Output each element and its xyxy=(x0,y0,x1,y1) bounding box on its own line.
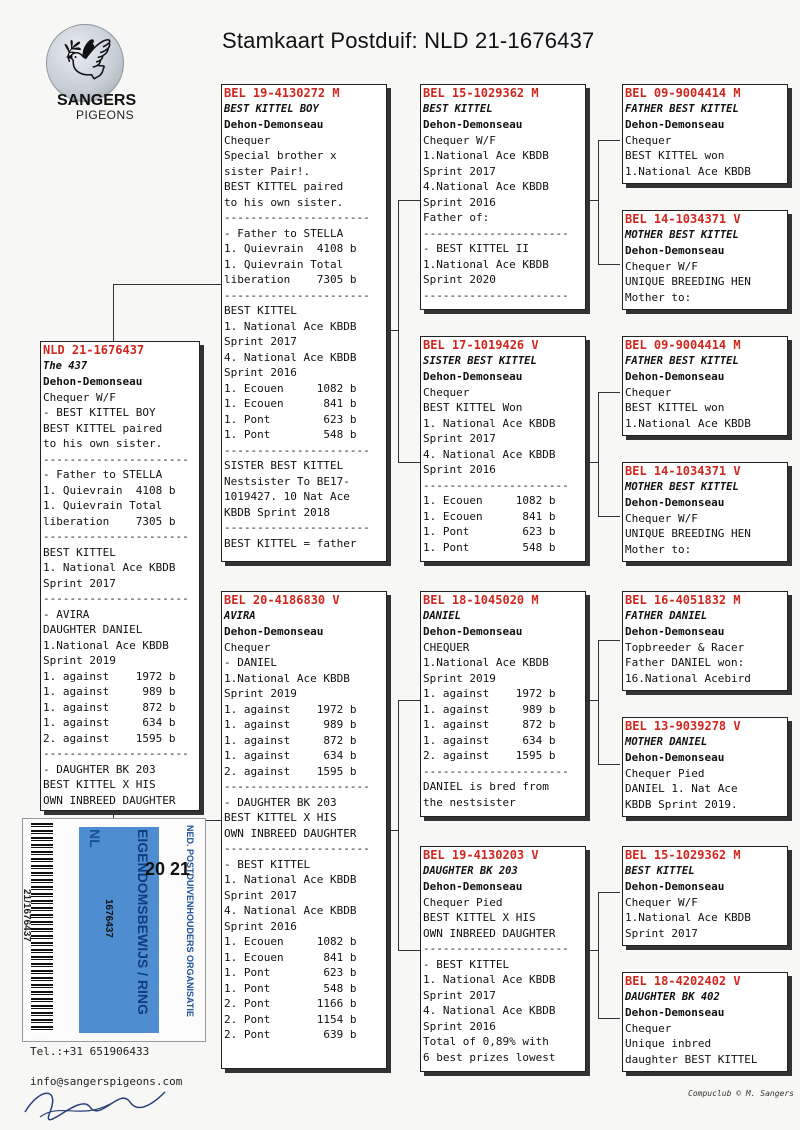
breeder-name: Dehon-Demonseau xyxy=(423,625,523,638)
info-line: 1. against 634 b xyxy=(224,749,357,762)
info-line: - Father to STELLA xyxy=(224,226,344,240)
info-line: 1. Pont 548 b xyxy=(423,540,556,554)
info-line: 2. Pont 1166 b xyxy=(224,997,357,1010)
info-line: - BEST KITTEL II xyxy=(423,242,529,255)
breeder-name: Dehon-Demonseau xyxy=(423,118,523,131)
info-line: liberation 7305 b xyxy=(43,514,176,528)
dam-dam-dam-card xyxy=(622,972,788,1072)
ring-number: BEL 13-9039278 V xyxy=(625,719,741,733)
dam-dam-card xyxy=(420,846,586,1072)
info-line: UNIQUE BREEDING HEN xyxy=(625,275,751,288)
pigeon-name: BEST KITTEL BOY xyxy=(224,102,319,115)
pigeon-name: FATHER DANIEL xyxy=(625,609,708,622)
info-line: - BEST KITTEL BOY xyxy=(43,406,156,419)
sire-dam-dam-card xyxy=(622,462,788,562)
ring-number: BEL 17-1019426 V xyxy=(423,338,539,352)
info-line: Chequer xyxy=(625,1021,672,1035)
info-line: the nestsister xyxy=(423,795,516,809)
ring-number: BEL 09-9004414 M xyxy=(625,338,741,352)
pigeon-name: FATHER BEST KITTEL xyxy=(625,102,739,115)
info-line: 1.National Ace KBDB xyxy=(224,671,350,685)
info-line: Sprint 2019 xyxy=(43,654,116,667)
info-line: Chequer W/F xyxy=(423,133,496,147)
ring-number: BEL 20-4186830 V xyxy=(224,593,340,607)
dam-card xyxy=(221,591,387,1069)
info-line: 4. National Ace KBDB xyxy=(423,447,556,461)
pigeon-name: FATHER BEST KITTEL xyxy=(625,354,739,367)
pigeon-name: DAUGHTER BK 203 xyxy=(423,864,518,877)
info-line: 1. against 872 b xyxy=(224,733,357,747)
signature xyxy=(20,1082,170,1122)
dam-sire-dam-card xyxy=(622,717,788,817)
info-line: ---------------------- xyxy=(43,452,189,466)
breeder-name: Dehon-Demonseau xyxy=(224,118,324,131)
ring-number: NLD 21-1676437 xyxy=(43,343,145,357)
ring-card-country: NL xyxy=(87,829,103,848)
info-line: - DANIEL xyxy=(224,656,277,669)
info-line: 2. against 1595 b xyxy=(423,749,556,762)
info-line: KBDB Sprint 2019. xyxy=(625,797,738,811)
info-line: Chequer xyxy=(423,385,470,399)
info-line: BEST KITTEL won xyxy=(625,401,725,414)
info-line: ---------------------- xyxy=(423,226,569,240)
info-line: 1. Quievrain 4108 b xyxy=(224,242,357,255)
info-line: BEST KITTEL X HIS xyxy=(43,778,156,791)
pigeon-name: AVIRA xyxy=(224,609,256,622)
breeder-name: Dehon-Demonseau xyxy=(625,496,725,509)
pigeon-name: BEST KITTEL xyxy=(625,864,695,877)
info-line: Nestsister To BE17- xyxy=(224,474,350,488)
info-line: 1. Ecouen 841 b xyxy=(224,950,357,964)
ring-number: BEL 15-1029362 M xyxy=(423,86,539,100)
breeder-name: Dehon-Demonseau xyxy=(625,880,725,893)
info-line: 1.National Ace KBDB xyxy=(423,149,549,162)
info-line: BEST KITTEL xyxy=(224,304,297,317)
info-line: Chequer Pied xyxy=(423,895,503,909)
info-line: 4. National Ace KBDB xyxy=(423,1004,556,1017)
info-line: daughter BEST KITTEL xyxy=(625,1052,758,1066)
info-line: 1. Pont 623 b xyxy=(423,525,556,538)
info-line: 1. Quievrain Total xyxy=(43,499,163,512)
ring-number: BEL 09-9004414 M xyxy=(625,86,741,100)
info-line: ---------------------- xyxy=(423,288,569,302)
info-line: 1. against 989 b xyxy=(43,685,176,698)
pigeon-name: DAUGHTER BK 402 xyxy=(625,990,720,1003)
info-line: Special brother x xyxy=(224,149,337,162)
info-line: 1. Pont 623 b xyxy=(224,966,357,979)
ring-card-number: 1676437 xyxy=(103,899,114,938)
dam-sire-sire-card xyxy=(622,591,788,691)
info-line: 2. against 1595 b xyxy=(224,764,357,778)
pigeon-name: SISTER BEST KITTEL xyxy=(423,354,537,367)
breeder-name: Dehon-Demonseau xyxy=(625,1006,725,1019)
info-line: 2. against 1595 b xyxy=(43,731,176,745)
ring-number: BEL 14-1034371 V xyxy=(625,464,741,478)
info-line: Sprint 2016 xyxy=(224,366,297,379)
info-line: ---------------------- xyxy=(423,764,569,778)
info-line: 1.National Ace KBDB xyxy=(625,416,751,430)
info-line: BEST KITTEL paired xyxy=(43,421,163,435)
info-line: 1. Quievrain 4108 b xyxy=(43,483,176,497)
info-line: OWN INBREED DAUGHTER xyxy=(224,826,357,840)
info-line: 1. Ecouen 841 b xyxy=(224,397,357,410)
info-line: BEST KITTEL won xyxy=(625,149,725,162)
info-line: Sprint 2017 xyxy=(43,576,116,590)
breeder-name: Dehon-Demonseau xyxy=(625,625,725,638)
breeder-name: Dehon-Demonseau xyxy=(625,118,725,131)
info-line: Sprint 2017 xyxy=(224,335,297,348)
info-line: OWN INBREED DAUGHTER xyxy=(43,793,176,807)
info-line: 1.National Ace KBDB xyxy=(625,911,751,924)
info-line: Mother to: xyxy=(625,290,692,304)
sire-sire-dam-card xyxy=(622,210,788,310)
info-line: to his own sister. xyxy=(43,437,163,450)
info-line: 1. against 989 b xyxy=(224,718,357,731)
ring-card-org: NED. POSTDUIVENHOUDERS ORGANISATIE xyxy=(185,825,195,1017)
info-line: Sprint 2016 xyxy=(224,919,297,933)
sire-dam-card xyxy=(420,336,586,562)
info-line: ---------------------- xyxy=(224,288,370,302)
info-line: Sprint 2017 xyxy=(224,888,297,902)
logo-sub: PIGEONS xyxy=(76,108,135,122)
info-line: BEST KITTEL = father xyxy=(224,536,357,550)
info-line: BEST KITTEL xyxy=(43,545,116,559)
pigeon-name: The 437 xyxy=(43,359,88,372)
info-line: 1. against 872 b xyxy=(423,718,556,731)
info-line: Topbreeder & Racer xyxy=(625,640,745,654)
footer-credit: Compuclub © M. Sangers xyxy=(688,1089,794,1098)
pigeon-name: DANIEL xyxy=(423,609,461,622)
info-line: - AVIRA xyxy=(43,607,90,621)
breeder-name: Dehon-Demonseau xyxy=(423,880,523,893)
info-line: 1. Ecouen 1082 b xyxy=(423,494,556,507)
info-line: to his own sister. xyxy=(224,195,344,209)
info-line: 2. Pont 639 b xyxy=(224,1028,357,1041)
ring-number: BEL 19-4130203 V xyxy=(423,848,539,862)
info-line: 1. National Ace KBDB xyxy=(224,319,357,333)
subject-card xyxy=(40,341,200,811)
info-line: DANIEL is bred from xyxy=(423,780,549,793)
info-line: Sprint 2017 xyxy=(423,432,496,445)
info-line: 1. against 1972 b xyxy=(423,687,556,700)
info-line: 1. National Ace KBDB xyxy=(43,561,176,574)
info-line: UNIQUE BREEDING HEN xyxy=(625,527,751,540)
info-line: Chequer xyxy=(625,133,672,147)
info-line: Sprint 2016 xyxy=(423,1019,496,1033)
barcode xyxy=(31,823,53,1033)
info-line: - Father to STELLA xyxy=(43,468,163,481)
ring-number: BEL 16-4051832 M xyxy=(625,593,741,607)
sangers-logo xyxy=(40,24,150,124)
info-line: Sprint 2019 xyxy=(423,671,496,685)
info-line: Chequer xyxy=(224,133,271,147)
dam-dam-sire-card xyxy=(622,846,788,946)
info-line: Father of: xyxy=(423,211,490,224)
page-title: Stamkaart Postduif: NLD 21-1676437 xyxy=(222,28,595,53)
info-line: OWN INBREED DAUGHTER xyxy=(423,926,556,940)
info-line: ---------------------- xyxy=(224,521,370,534)
info-line: 1.National Ace KBDB xyxy=(625,164,751,178)
info-line: 1. Ecouen 1082 b xyxy=(224,935,357,948)
info-line: - BEST KITTEL xyxy=(423,957,510,971)
info-line: ---------------------- xyxy=(423,478,569,492)
info-line: 1. against 872 b xyxy=(43,700,176,714)
contact-phone: Tel.:+31 651906433 xyxy=(30,1045,150,1058)
info-line: 4. National Ace KBDB xyxy=(224,350,357,364)
info-line: 1. Quievrain Total xyxy=(224,257,344,271)
info-line: Chequer W/F xyxy=(625,895,698,909)
ring-card-year: 20 21 xyxy=(145,859,191,879)
contact-email: info@sangerspigeons.com xyxy=(30,1075,183,1088)
info-line: Sprint 2019 xyxy=(224,687,297,700)
info-line: BEST KITTEL X HIS xyxy=(224,811,337,824)
info-line: Sprint 2017 xyxy=(423,164,496,178)
info-line: DANIEL 1. Nat Ace xyxy=(625,782,738,795)
info-line: 1. Pont 548 b xyxy=(224,428,357,441)
info-line: 1. Ecouen 841 b xyxy=(423,509,556,523)
info-line: - DAUGHTER BK 203 xyxy=(224,795,337,809)
breeder-name: Dehon-Demonseau xyxy=(423,370,523,383)
info-line: BEST KITTEL X HIS xyxy=(423,911,536,924)
info-line: 1. National Ace KBDB xyxy=(224,873,357,886)
info-line: 1. Pont 548 b xyxy=(224,981,357,995)
info-line: 2. Pont 1154 b xyxy=(224,1012,357,1026)
info-line: ---------------------- xyxy=(423,942,569,955)
info-line: 1. against 634 b xyxy=(43,716,176,729)
info-line: liberation 7305 b xyxy=(224,273,357,286)
ring-card-title: EIGENDOMSBEWIJS / RING xyxy=(135,829,151,1015)
pigeon-name: MOTHER BEST KITTEL xyxy=(625,228,739,241)
info-line: Total of 0,89% with xyxy=(423,1035,549,1048)
info-line: Chequer xyxy=(224,640,271,654)
info-line: 1. National Ace KBDB xyxy=(423,973,556,986)
info-line: Sprint 2017 xyxy=(625,926,698,940)
info-line: 1. against 634 b xyxy=(423,733,556,747)
info-line: SISTER BEST KITTEL xyxy=(224,459,344,472)
sire-sire-card xyxy=(420,84,586,310)
ring-number: BEL 15-1029362 M xyxy=(625,848,741,862)
info-line: - BEST KITTEL xyxy=(224,857,311,871)
info-line: BEST KITTEL paired xyxy=(224,180,344,193)
info-line: 1.National Ace KBDB xyxy=(423,257,549,271)
sire-dam-sire-card xyxy=(622,336,788,436)
info-line: 1. against 1972 b xyxy=(224,702,357,716)
info-line: Chequer Pied xyxy=(625,766,705,780)
info-line: 1. against 989 b xyxy=(423,702,556,716)
info-line: Chequer W/F xyxy=(625,259,698,273)
sire-card xyxy=(221,84,387,562)
info-line: Father DANIEL won: xyxy=(625,656,745,669)
info-line: Sprint 2017 xyxy=(423,988,496,1002)
info-line: CHEQUER xyxy=(423,640,470,654)
ring-ownership-card xyxy=(22,818,206,1042)
info-line: BEST KITTEL Won xyxy=(423,401,523,414)
breeder-name: Dehon-Demonseau xyxy=(43,375,143,388)
info-line: sister Pair!. xyxy=(224,164,311,178)
info-line: ---------------------- xyxy=(224,780,370,793)
logo-brand: SANGERS xyxy=(57,92,137,109)
ring-number: BEL 18-4202402 V xyxy=(625,974,741,988)
info-line: 1. Pont 623 b xyxy=(224,412,357,426)
info-line: Mother to: xyxy=(625,542,692,556)
breeder-name: Dehon-Demonseau xyxy=(625,370,725,383)
info-line: - DAUGHTER BK 203 xyxy=(43,762,156,776)
info-line: Chequer W/F xyxy=(43,390,116,404)
info-line: 1.National Ace KBDB xyxy=(43,638,169,652)
info-line: Unique inbred xyxy=(625,1037,712,1050)
info-line: Sprint 2016 xyxy=(423,463,496,476)
info-line: ---------------------- xyxy=(43,530,189,543)
info-line: ---------------------- xyxy=(43,747,189,760)
ring-number: BEL 19-4130272 M xyxy=(224,86,340,100)
info-line: ---------------------- xyxy=(224,443,370,457)
info-line: Sprint 2016 xyxy=(423,195,496,209)
info-line: 6 best prizes lowest xyxy=(423,1050,556,1064)
dam-sire-card xyxy=(420,591,586,817)
pigeon-name: MOTHER DANIEL xyxy=(625,735,708,748)
info-line: 1019427. 10 Nat Ace xyxy=(224,490,350,503)
info-line: 4. National Ace KBDB xyxy=(224,904,357,917)
ring-number: BEL 14-1034371 V xyxy=(625,212,741,226)
info-line: ---------------------- xyxy=(224,211,370,224)
pigeon-icon: 🕊 xyxy=(62,37,113,83)
info-line: DAUGHTER DANIEL xyxy=(43,623,143,636)
info-line: ---------------------- xyxy=(224,842,370,855)
ring-vertical-id: 21/1676437 xyxy=(21,889,32,942)
info-line: 4.National Ace KBDB xyxy=(423,180,549,193)
info-line: 1. against 1972 b xyxy=(43,669,176,683)
info-line: 1. Ecouen 1082 b xyxy=(224,381,357,395)
info-line: 16.National Acebird xyxy=(625,671,751,685)
sire-sire-sire-card xyxy=(622,84,788,184)
info-line: Chequer W/F xyxy=(625,511,698,525)
breeder-name: Dehon-Demonseau xyxy=(224,625,324,638)
pigeon-name: BEST KITTEL xyxy=(423,102,493,115)
info-line: KBDB Sprint 2018 xyxy=(224,505,330,519)
breeder-name: Dehon-Demonseau xyxy=(625,751,725,764)
breeder-name: Dehon-Demonseau xyxy=(625,244,725,257)
info-line: ---------------------- xyxy=(43,592,189,605)
info-line: Chequer xyxy=(625,385,672,399)
info-line: 1.National Ace KBDB xyxy=(423,656,549,669)
ring-number: BEL 18-1045020 M xyxy=(423,593,539,607)
pigeon-name: MOTHER BEST KITTEL xyxy=(625,480,739,493)
info-line: Sprint 2020 xyxy=(423,273,496,286)
info-line: 1. National Ace KBDB xyxy=(423,416,556,430)
